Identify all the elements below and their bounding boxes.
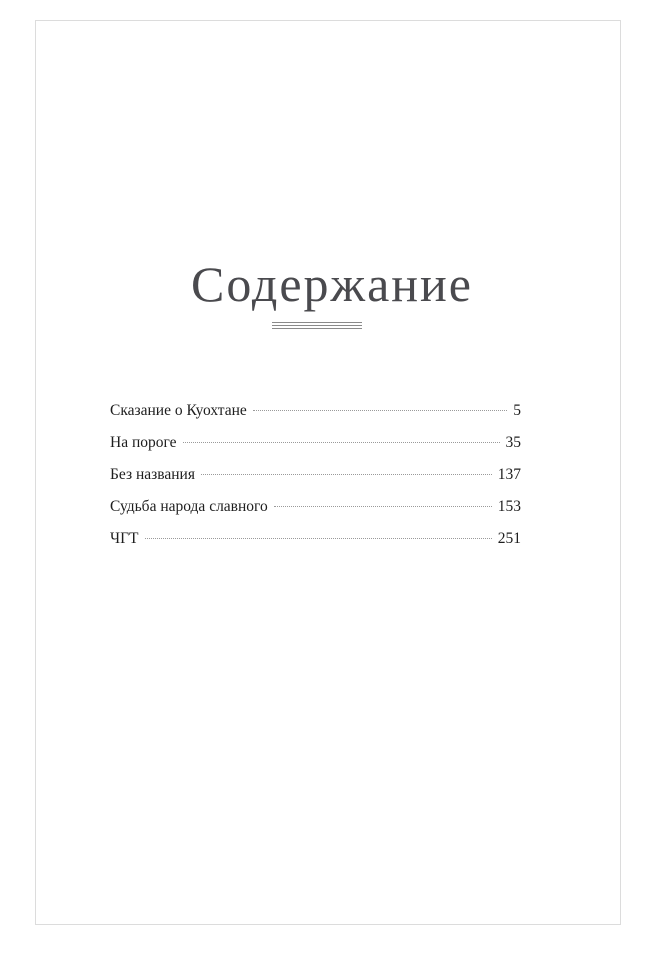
toc-entry[interactable]	[110, 498, 521, 530]
title-underline	[272, 322, 362, 331]
toc-entry-title: Сказание о Куохтане	[110, 402, 247, 419]
toc-entry-page: 5	[513, 402, 521, 419]
toc-entry-title: ЧГТ	[110, 530, 139, 547]
toc-entry[interactable]	[110, 402, 521, 434]
toc-entry-page: 35	[505, 434, 521, 451]
toc-leader-dots	[183, 442, 500, 443]
page-title: Содержание	[191, 256, 473, 312]
table-of-contents	[110, 402, 521, 562]
toc-entry[interactable]	[110, 530, 521, 562]
toc-entry[interactable]	[110, 434, 521, 466]
toc-entry-title: Судьба народа славного	[110, 498, 268, 515]
toc-entry-title: Без названия	[110, 466, 195, 483]
toc-entry-title: На пороге	[110, 434, 177, 451]
toc-entry-page: 251	[497, 530, 521, 547]
toc-leader-dots	[201, 474, 492, 475]
toc-leader-dots	[145, 538, 492, 539]
toc-leader-dots	[274, 506, 492, 507]
toc-leader-dots	[253, 410, 507, 411]
toc-entry[interactable]	[110, 466, 521, 498]
toc-entry-page: 153	[497, 498, 521, 515]
toc-entry-page: 137	[497, 466, 521, 483]
